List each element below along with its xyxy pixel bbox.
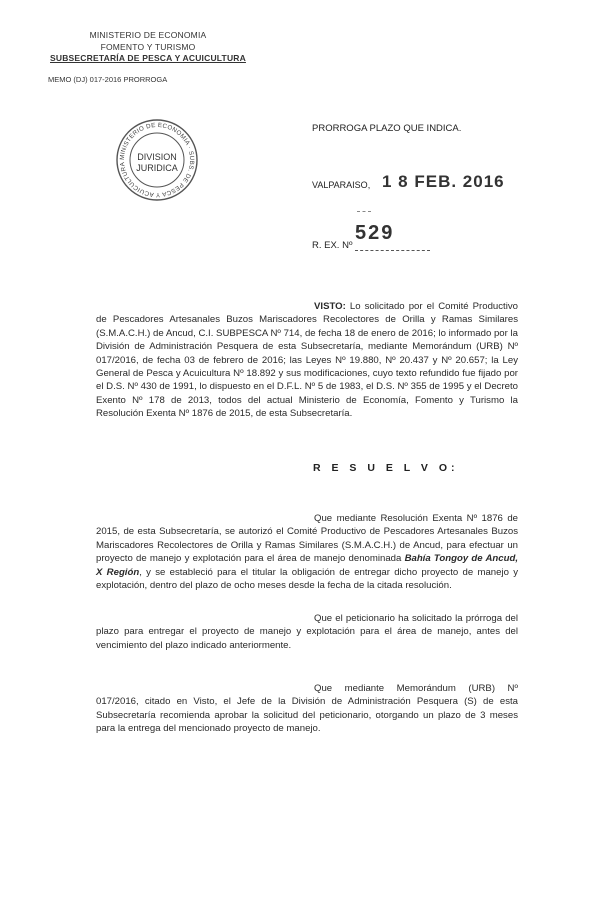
considerando-2-text: Que el peticionario ha solicitado la prórroga del plazo para entregar el proyecto de manejo y explotación para el área de manejo, antes del vencimiento del plazo indicado anteriormente. <box>96 613 518 651</box>
considerando-2 <box>96 612 518 652</box>
visto-label: VISTO: <box>314 301 346 312</box>
ministry-subline: FOMENTO Y TURISMO <box>100 41 196 52</box>
stamp-center-line1: DIVISION <box>137 152 177 162</box>
considerando-1-text-a: Que mediante Resolución Exenta Nº 1876 de 2015, de esta Subsecretaría, se autorizó el Comité Productivo de Pescadores Artesanales Buzos Mariscadores Recolectores de Orilla y Ramas Similares (S.M.A.C.H.) de Ancud, para efectuar un proyecto de manejo y explotación para el área de manejo denominada <box>96 513 518 565</box>
rex-dash-mark <box>357 211 371 212</box>
memo-reference: MEMO (DJ) 017-2016 PRORROGA <box>48 75 168 84</box>
subsecretaria-line: SUBSECRETARÍA DE PESCA Y ACUICULTURA <box>50 53 246 63</box>
resuelvo-heading: R E S U E L V O: <box>313 462 459 474</box>
visto-paragraph <box>96 300 518 421</box>
place-label: VALPARAISO, <box>312 180 371 190</box>
date-stamp: 1 8 FEB. 2016 <box>382 172 505 191</box>
area-name: Bahía Tongoy de Ancud, X Región <box>96 553 518 578</box>
document-subject: PRORROGA PLAZO QUE INDICA. <box>312 123 462 134</box>
rex-underline <box>355 250 430 251</box>
stamp-ring-text: MINISTERIO DE ECONOMIA · SUBS. DE PESCA Y ACUICULTURA <box>118 121 196 199</box>
letterhead <box>48 30 248 65</box>
visto-text: Lo solicitado por el Comité Productivo de Pescadores Artesanales Buzos Mariscadores Recolectores de Orilla y Ramas Similares (S.M.A.C.H.) de Ancud, C.I. SUBPESCA Nº 714, de fecha 18 de enero de 2016; lo informado por la División de Administración Pesquera de esta Subsecretaría, mediante Memorándum (URB) Nº 017/2016, de fecha 03 de febrero de 2016; las Leyes Nº 19.880, Nº 20.437 y Nº 20.657; la Ley General de Pesca y Acuicultura Nº 18.892 y sus modificaciones, cuyo texto refundido fue fijado por el D.S. Nº 430 de 1991, lo dispuesto en el D.F.L. Nº 5 de 1983, el D.S. Nº 355 de 1995 y el Decreto Exento Nº 178 de 2013, todos del actual Ministerio de Economía, Fomento y Turismo la Resolución Exenta Nº 1876 de 2015, de esta Subsecretaría. <box>96 301 518 420</box>
considerando-1 <box>96 512 518 592</box>
division-juridica-stamp <box>115 118 199 202</box>
rex-label: R. EX. Nº <box>312 240 353 251</box>
stamp-center-line2: JURIDICA <box>136 163 178 173</box>
rex-number: 529 <box>355 222 395 244</box>
considerando-1-text-b: , y se estableció para el titular la obligación de entregar dicho proyecto de manejo y explotación, dentro del plazo de ocho meses desde la fecha de la citada resolución. <box>96 566 518 592</box>
considerando-3-text: Que mediante Memorándum (URB) Nº 017/2016, citado en Visto, el Jefe de la División de Administración Pesquera (S) de esta Subsecretaría recomienda aprobar la solicitud del peticionario, otorgando un plazo de 3 meses para la entrega del mencionado proyecto de manejo. <box>96 683 518 735</box>
ministry-line: MINISTERIO DE ECONOMIA <box>89 30 207 40</box>
considerando-3 <box>96 682 518 736</box>
